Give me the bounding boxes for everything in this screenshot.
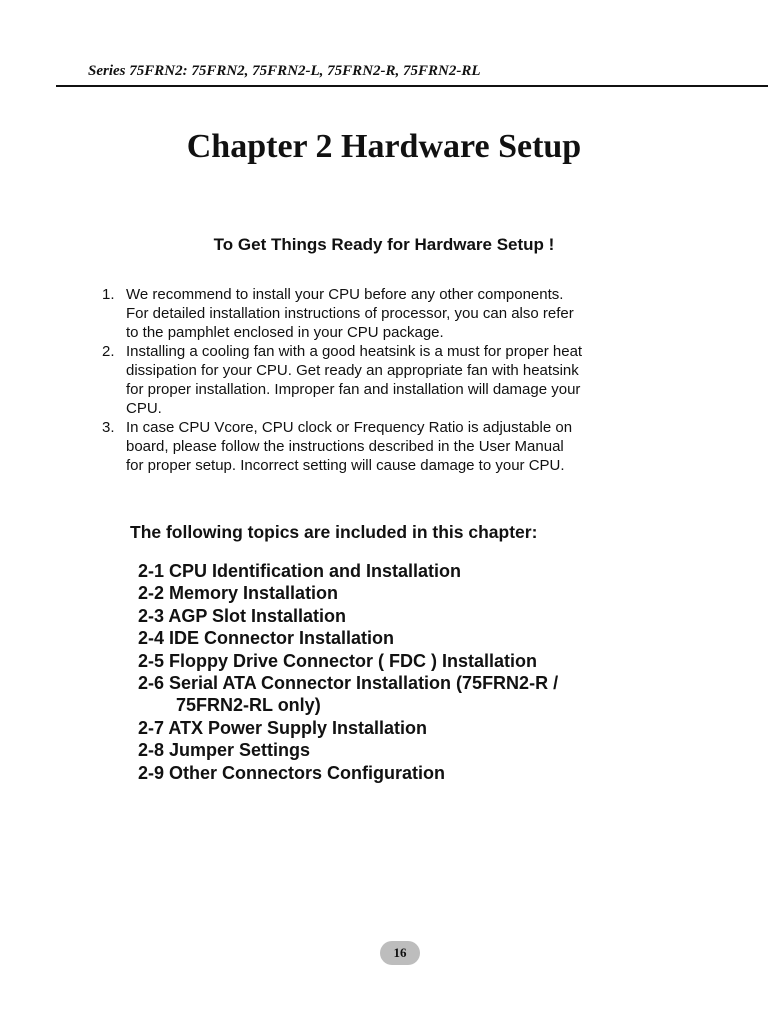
step-line <box>102 304 682 323</box>
topic-item: 2-3 AGP Slot Installation <box>138 605 347 626</box>
header-rule <box>56 85 768 87</box>
step-line <box>102 456 682 475</box>
topic-item-continuation: 75FRN2-RL only) <box>176 695 321 716</box>
page-number-badge: 16 <box>380 941 420 965</box>
step-text: Installing a cooling fan with a good heatsink is a must for proper heat <box>126 343 583 360</box>
step-text: We recommend to install your CPU before any other components. <box>126 286 564 303</box>
topics-heading: The following topics are included in this chapter: <box>130 522 538 542</box>
step-text: For detailed installation instructions of processor, you can also refer <box>126 305 574 322</box>
step-line <box>102 361 682 380</box>
step-line <box>102 342 682 361</box>
step-line <box>102 399 682 418</box>
topic-item: 2-2 Memory Installation <box>138 583 339 604</box>
topic-item: 2-8 Jumper Settings <box>138 740 311 761</box>
topic-item: 2-7 ATX Power Supply Installation <box>138 717 428 738</box>
step-text: to the pamphlet enclosed in your CPU package. <box>126 324 444 341</box>
section-subtitle: To Get Things Ready for Hardware Setup ! <box>213 235 555 254</box>
topics-list <box>138 560 558 784</box>
step-line <box>102 323 682 342</box>
step-text: board, please follow the instructions described in the User Manual <box>126 438 564 455</box>
step-text: In case CPU Vcore, CPU clock or Frequency Ratio is adjustable on <box>126 419 573 436</box>
step-number: 3. <box>102 419 115 436</box>
topic-item: 2-1 CPU Identification and Installation <box>138 561 462 581</box>
topic-item: 2-9 Other Connectors Configuration <box>138 762 446 783</box>
step-line <box>102 285 682 304</box>
topic-item: 2-5 Floppy Drive Connector ( FDC ) Installation <box>138 650 538 671</box>
step-text: for proper installation. Improper fan and installation will damage your <box>126 381 581 398</box>
step-text: dissipation for your CPU. Get ready an appropriate fan with heatsink <box>126 362 579 379</box>
step-number: 1. <box>102 286 115 303</box>
step-line <box>102 437 682 456</box>
step-text: CPU. <box>126 400 162 417</box>
chapter-title: Chapter 2 Hardware Setup <box>186 128 582 165</box>
step-line <box>102 418 682 437</box>
step-line <box>102 380 682 399</box>
topic-item: 2-6 Serial ATA Connector Installation (75FRN2-R / <box>138 672 559 693</box>
series-header: Series 75FRN2: 75FRN2, 75FRN2-L, 75FRN2-R, 75FRN2-RL <box>88 63 481 79</box>
step-number: 2. <box>102 343 115 360</box>
setup-steps-list <box>102 285 682 475</box>
topic-item: 2-4 IDE Connector Installation <box>138 628 395 649</box>
step-text: for proper setup. Incorrect setting will cause damage to your CPU. <box>126 457 565 474</box>
